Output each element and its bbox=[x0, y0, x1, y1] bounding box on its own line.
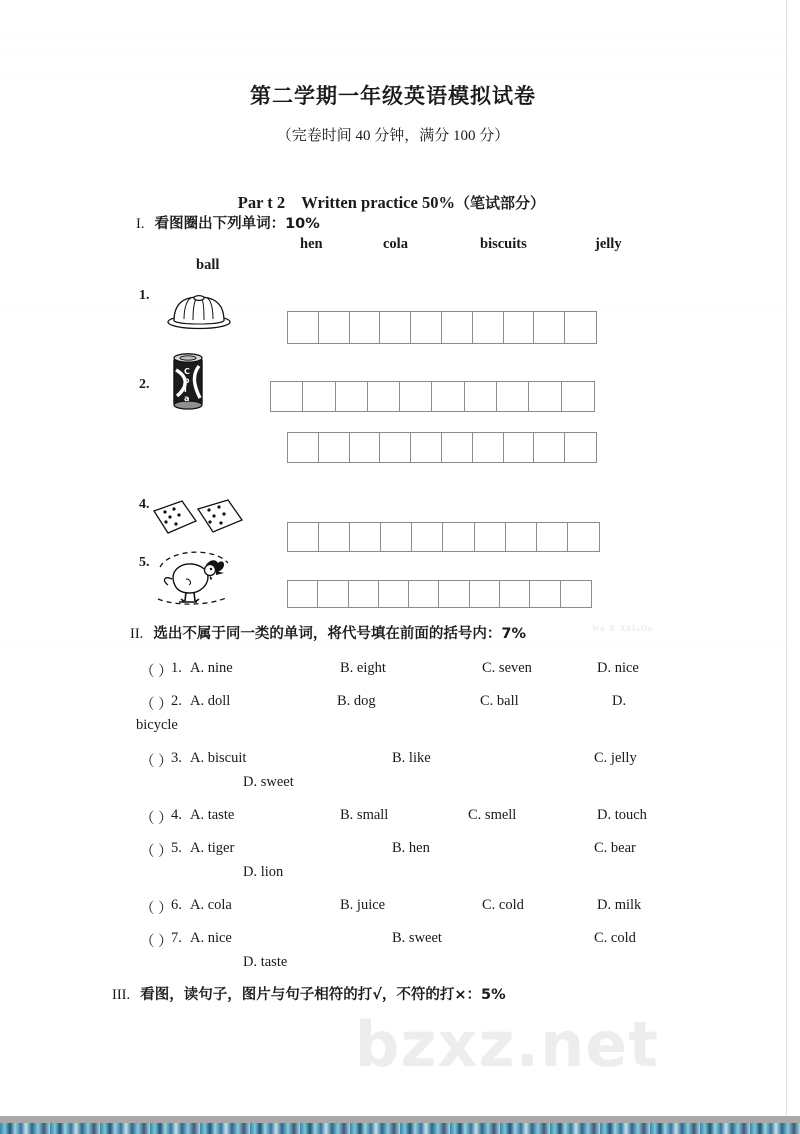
grid-cell[interactable] bbox=[504, 312, 535, 343]
grid-cell[interactable] bbox=[303, 382, 335, 411]
grid-cell[interactable] bbox=[318, 581, 348, 607]
grid-cell[interactable] bbox=[319, 312, 350, 343]
grid-cell[interactable] bbox=[288, 523, 319, 551]
mc-question-7[interactable] bbox=[0, 930, 786, 952]
grid-cell[interactable] bbox=[537, 523, 568, 551]
answer-grid-5[interactable] bbox=[287, 580, 592, 608]
question-number: 4. bbox=[171, 807, 182, 823]
answer-blank[interactable]: （ ） bbox=[140, 844, 173, 860]
mc-question-7-wrap[interactable]: D. taste bbox=[243, 954, 288, 970]
grid-cell[interactable] bbox=[561, 581, 591, 607]
grid-cell[interactable] bbox=[380, 312, 411, 343]
grid-cell[interactable] bbox=[534, 312, 565, 343]
page-title: 第二学期一年级英语模拟试卷 bbox=[250, 84, 536, 108]
mc-question-4[interactable] bbox=[0, 807, 786, 829]
section-three-heading bbox=[112, 983, 506, 1004]
grid-cell[interactable] bbox=[470, 581, 500, 607]
option-c[interactable]: C. jelly bbox=[594, 750, 637, 766]
jelly-icon bbox=[166, 294, 232, 335]
grid-cell[interactable] bbox=[400, 382, 432, 411]
option-c[interactable]: C. bear bbox=[594, 840, 636, 856]
grid-cell[interactable] bbox=[381, 523, 412, 551]
cola-can-icon bbox=[165, 350, 211, 417]
option-c[interactable]: C. seven bbox=[482, 660, 532, 676]
grid-cell[interactable] bbox=[350, 312, 381, 343]
question-number: 7. bbox=[171, 930, 182, 946]
section-three-text: 看图，读句子，图片与句子相符的打√，不符的打×：5% bbox=[140, 987, 506, 1003]
option-a[interactable]: A. biscuit bbox=[190, 750, 247, 766]
site-watermark: bzxz.net bbox=[355, 1008, 659, 1081]
option-b[interactable]: B. like bbox=[392, 750, 431, 766]
grid-cell[interactable] bbox=[288, 312, 319, 343]
word-bank-cola: cola bbox=[383, 236, 408, 252]
answer-blank[interactable]: （ ） bbox=[140, 901, 173, 917]
biscuits-icon bbox=[148, 495, 248, 546]
answer-grid-1[interactable] bbox=[287, 311, 597, 344]
grid-cell[interactable] bbox=[529, 382, 561, 411]
next-page-thumbnail-strip bbox=[0, 1123, 800, 1134]
answer-blank[interactable]: （ ） bbox=[140, 754, 173, 770]
question-number: 6. bbox=[171, 897, 182, 913]
option-d[interactable]: D. bbox=[612, 693, 627, 709]
grid-cell[interactable] bbox=[497, 382, 529, 411]
option-d[interactable]: D. nice bbox=[597, 660, 639, 676]
grid-cell[interactable] bbox=[349, 581, 379, 607]
question-number: 5. bbox=[171, 840, 182, 856]
section-two-heading bbox=[130, 622, 526, 643]
scan-line bbox=[0, 36, 786, 37]
grid-cell[interactable] bbox=[411, 433, 442, 462]
question-number: 1. bbox=[171, 660, 182, 676]
grid-cell[interactable] bbox=[530, 581, 560, 607]
grid-cell[interactable] bbox=[565, 433, 596, 462]
option-b[interactable]: B. sweet bbox=[392, 930, 442, 946]
item-number-2: 2. bbox=[139, 377, 150, 392]
grid-cell[interactable] bbox=[319, 523, 350, 551]
grid-cell[interactable] bbox=[379, 581, 409, 607]
section-two-text: 选出不属于同一类的单词，将代号填在前面的括号内：7% bbox=[153, 626, 527, 642]
option-b[interactable]: B. small bbox=[340, 807, 389, 823]
svg-text:C: C bbox=[184, 367, 190, 376]
option-c[interactable]: C. ball bbox=[480, 693, 519, 709]
option-a[interactable]: A. nine bbox=[190, 660, 233, 676]
grid-cell[interactable] bbox=[465, 382, 497, 411]
word-bank-biscuits: biscuits bbox=[480, 236, 527, 252]
word-bank-ball: ball bbox=[196, 257, 220, 273]
option-a[interactable]: A. taste bbox=[190, 807, 235, 823]
section-one-heading bbox=[136, 212, 320, 233]
option-d[interactable]: D. milk bbox=[597, 897, 642, 913]
grid-cell[interactable] bbox=[432, 382, 464, 411]
section-two-numeral: II. bbox=[130, 626, 144, 642]
mc-question-2[interactable] bbox=[0, 693, 786, 715]
answer-blank[interactable]: （ ） bbox=[140, 811, 173, 827]
part-heading-en: Par t 2 Written practice 50% bbox=[237, 193, 455, 212]
option-a[interactable]: A. cola bbox=[190, 897, 232, 913]
option-a[interactable]: A. doll bbox=[190, 693, 231, 709]
mc-question-6[interactable] bbox=[0, 897, 786, 919]
option-c[interactable]: C. cold bbox=[594, 930, 636, 946]
grid-cell[interactable] bbox=[506, 523, 537, 551]
option-b[interactable]: B. juice bbox=[340, 897, 386, 913]
svg-text:a: a bbox=[184, 394, 190, 403]
grid-cell[interactable] bbox=[442, 312, 473, 343]
section-three-numeral: III. bbox=[112, 987, 131, 1003]
svg-text:l: l bbox=[184, 385, 187, 394]
section-one-numeral: I. bbox=[136, 216, 145, 232]
item-number-1: 1. bbox=[139, 288, 150, 303]
grid-cell[interactable] bbox=[534, 433, 565, 462]
option-b[interactable]: B. hen bbox=[392, 840, 430, 856]
grid-cell[interactable] bbox=[500, 581, 530, 607]
svg-text:o: o bbox=[184, 376, 190, 385]
scan-line bbox=[0, 52, 786, 53]
answer-blank[interactable]: （ ） bbox=[140, 934, 173, 950]
grid-cell[interactable] bbox=[412, 523, 443, 551]
grid-cell[interactable] bbox=[439, 581, 469, 607]
part-heading-cn: （笔试部分） bbox=[454, 194, 545, 212]
grid-cell[interactable] bbox=[568, 523, 599, 551]
grid-cell[interactable] bbox=[368, 382, 400, 411]
grid-cell[interactable] bbox=[473, 312, 504, 343]
hen-icon bbox=[148, 545, 240, 612]
grid-cell[interactable] bbox=[475, 523, 506, 551]
answer-blank[interactable]: （ ） bbox=[140, 697, 173, 713]
section-one-text: 看图圈出下列单词：10% bbox=[154, 216, 320, 232]
option-b[interactable]: B. eight bbox=[340, 660, 386, 676]
grid-cell[interactable] bbox=[411, 312, 442, 343]
mc-question-2-wrap[interactable]: bicycle bbox=[136, 717, 178, 733]
grid-cell[interactable] bbox=[380, 433, 411, 462]
question-number: 3. bbox=[171, 750, 182, 766]
grid-cell[interactable] bbox=[473, 433, 504, 462]
grid-cell[interactable] bbox=[409, 581, 439, 607]
mc-question-5[interactable] bbox=[0, 840, 786, 862]
grid-cell[interactable] bbox=[350, 433, 381, 462]
answer-grid-3[interactable] bbox=[287, 432, 597, 463]
answer-grid-2[interactable] bbox=[270, 381, 595, 412]
grid-cell[interactable] bbox=[288, 433, 319, 462]
mc-question-1[interactable] bbox=[0, 660, 786, 682]
faint-watermark: Wo X XhIsOn bbox=[592, 624, 654, 633]
grid-cell[interactable] bbox=[562, 382, 594, 411]
item-number-5: 5. bbox=[139, 555, 150, 570]
grid-cell[interactable] bbox=[319, 433, 350, 462]
option-c[interactable]: C. cold bbox=[482, 897, 524, 913]
grid-cell[interactable] bbox=[271, 382, 303, 411]
option-b[interactable]: B. dog bbox=[337, 693, 376, 709]
scan-line bbox=[0, 78, 786, 79]
option-d[interactable]: D. touch bbox=[597, 807, 647, 823]
mc-question-3-wrap[interactable]: D. sweet bbox=[243, 774, 294, 790]
option-c[interactable]: C. smell bbox=[468, 807, 517, 823]
answer-grid-4[interactable] bbox=[287, 522, 600, 552]
question-number: 2. bbox=[171, 693, 182, 709]
grid-cell[interactable] bbox=[288, 581, 318, 607]
option-a[interactable]: A. nice bbox=[190, 930, 232, 946]
grid-cell[interactable] bbox=[350, 523, 381, 551]
word-bank-jelly: jelly bbox=[595, 236, 622, 252]
item-number-4: 4. bbox=[139, 497, 150, 512]
grid-cell[interactable] bbox=[565, 312, 596, 343]
answer-blank[interactable]: （ ） bbox=[140, 664, 173, 680]
option-a[interactable]: A. tiger bbox=[190, 840, 235, 856]
mc-question-3[interactable] bbox=[0, 750, 786, 772]
mc-question-5-wrap[interactable]: D. lion bbox=[243, 864, 284, 880]
grid-cell[interactable] bbox=[504, 433, 535, 462]
page-separator-bar bbox=[0, 1116, 800, 1123]
grid-cell[interactable] bbox=[443, 523, 474, 551]
word-bank-hen: hen bbox=[300, 236, 323, 252]
grid-cell[interactable] bbox=[442, 433, 473, 462]
grid-cell[interactable] bbox=[336, 382, 368, 411]
exam-info-line: （完卷时间 40 分钟，满分 100 分） bbox=[276, 128, 510, 144]
